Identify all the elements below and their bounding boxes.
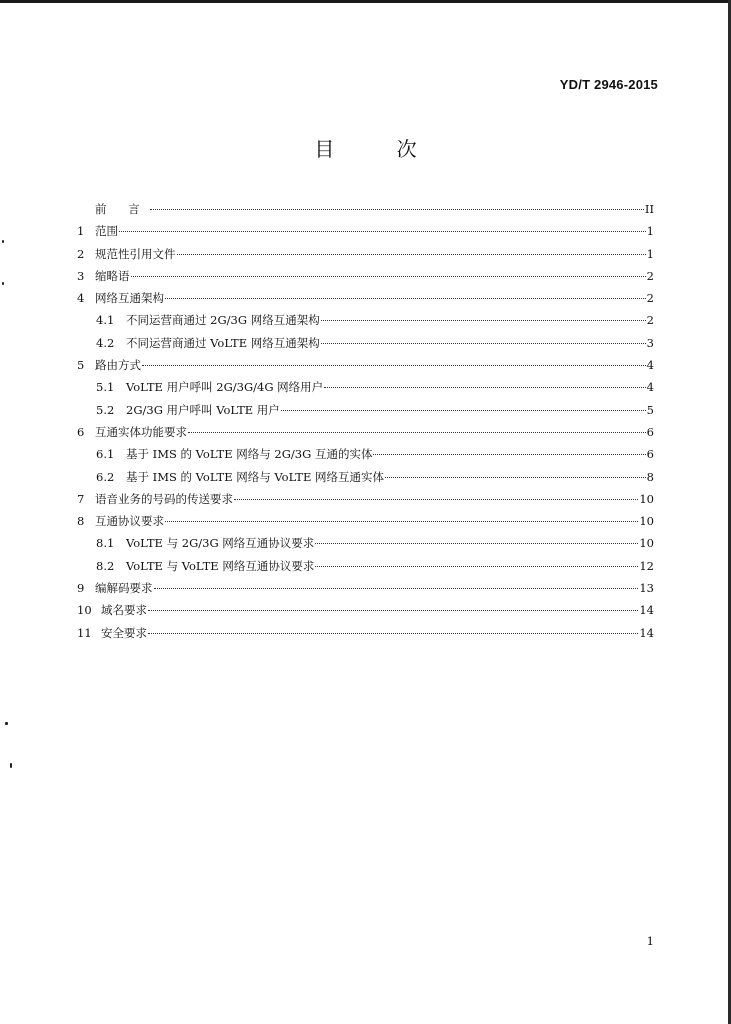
- toc-entry-label: 前 言: [95, 202, 149, 216]
- toc-entry[interactable]: [77, 532, 654, 554]
- toc-dot-leader: [321, 320, 646, 321]
- toc-entry-label: 互通协议要求: [95, 514, 164, 529]
- toc-entry-page: 10: [639, 491, 654, 506]
- toc-entry[interactable]: [77, 287, 654, 309]
- toc-dot-leader: [165, 521, 638, 522]
- toc-entry-number: 5.1: [96, 380, 115, 395]
- toc-entry-label: VoLTE 用户呼叫 2G/3G/4G 网络用户: [126, 380, 324, 395]
- toc-entry-label: 2G/3G 用户呼叫 VoLTE 用户: [126, 402, 280, 417]
- scan-edge-top: [0, 0, 731, 3]
- toc-dot-leader: [321, 343, 646, 344]
- toc-entry-label: 规范性引用文件: [95, 246, 176, 261]
- toc-entry-label: 不同运营商通过 VoLTE 网络互通架构: [126, 335, 320, 350]
- toc-dot-leader: [385, 477, 646, 478]
- toc-entry-page: II: [644, 202, 654, 216]
- toc-entry[interactable]: [77, 198, 654, 220]
- toc-entry-page: 2: [646, 268, 654, 283]
- toc-dot-leader: [131, 276, 646, 277]
- toc-entry-page: 2: [646, 313, 654, 328]
- toc-dot-leader: [281, 410, 646, 411]
- scan-speck: [10, 763, 12, 768]
- page-title: 目 次: [314, 137, 445, 161]
- toc-entry-label: 编解码要求: [95, 581, 153, 596]
- toc-entry-number: 9: [77, 581, 85, 596]
- toc-entry-number: 6.1: [96, 447, 115, 462]
- toc-dot-leader: [148, 610, 638, 611]
- toc-entry-number: 10: [77, 603, 92, 618]
- toc-entry-page: 13: [639, 581, 654, 596]
- toc-entry-page: 2: [646, 291, 654, 306]
- toc-dot-leader: [154, 588, 639, 589]
- toc-entry-label: 域名要求: [101, 603, 147, 618]
- toc-entry-label: 范围: [95, 224, 118, 239]
- toc-entry[interactable]: [77, 466, 654, 488]
- toc-entry[interactable]: [77, 510, 654, 532]
- toc-entry[interactable]: [77, 265, 654, 287]
- toc-entry-page: 10: [639, 514, 654, 529]
- toc-entry-number: 4: [77, 291, 85, 306]
- toc-entry-label: 基于 IMS 的 VoLTE 网络与 VoLTE 网络互通实体: [126, 469, 385, 484]
- toc-entry-number: 3: [77, 268, 85, 283]
- toc-entry[interactable]: [77, 488, 654, 510]
- toc-entry-label: 路由方式: [95, 358, 141, 373]
- toc-entry-page: 4: [646, 380, 654, 395]
- toc-entry[interactable]: [77, 309, 654, 331]
- toc-entry-number: 4.2: [96, 335, 115, 350]
- toc-entry-page: 6: [646, 447, 654, 462]
- toc-entry-label: 基于 IMS 的 VoLTE 网络与 2G/3G 互通的实体: [126, 447, 373, 462]
- toc-entry-page: 4: [646, 358, 654, 373]
- toc-entry[interactable]: [77, 622, 654, 644]
- toc-entry[interactable]: [77, 243, 654, 265]
- toc-dot-leader: [150, 209, 644, 210]
- toc-dot-leader: [142, 365, 646, 366]
- toc-entry[interactable]: [77, 399, 654, 421]
- toc-entry-number: 6.2: [96, 469, 115, 484]
- toc-entry[interactable]: [77, 555, 654, 577]
- toc-entry-number: 11: [77, 625, 92, 640]
- toc-entry-number: 8.1: [96, 536, 115, 551]
- toc-entry-page: 10: [639, 536, 654, 551]
- toc-entry[interactable]: [77, 443, 654, 465]
- toc-entry-label: VoLTE 与 VoLTE 网络互通协议要求: [126, 558, 315, 573]
- toc-entry-number: 2: [77, 246, 85, 261]
- toc-entry-label: 网络互通架构: [95, 291, 164, 306]
- scan-speck: [5, 722, 8, 725]
- toc-entry-number: 8.2: [96, 558, 115, 573]
- toc-dot-leader: [177, 254, 646, 255]
- toc-entry-page: 14: [639, 625, 654, 640]
- toc-dot-leader: [188, 432, 646, 433]
- toc-entry-label: VoLTE 与 2G/3G 网络互通协议要求: [126, 536, 315, 551]
- toc-entry-label: 不同运营商通过 2G/3G 网络互通架构: [126, 313, 320, 328]
- toc-dot-leader: [324, 387, 646, 388]
- toc-entry-label: 互通实体功能要求: [95, 424, 187, 439]
- table-of-contents: [77, 198, 654, 644]
- toc-dot-leader: [119, 231, 646, 232]
- toc-dot-leader: [315, 543, 638, 544]
- toc-entry-page: 1: [646, 246, 654, 261]
- toc-dot-leader: [373, 454, 645, 455]
- toc-entry-label: 缩略语: [95, 268, 130, 283]
- toc-entry-number: 7: [77, 491, 85, 506]
- toc-entry-page: 5: [646, 402, 654, 417]
- document-code: YD/T 2946-2015: [559, 77, 658, 92]
- toc-entry-page: 6: [646, 424, 654, 439]
- toc-entry-page: 1: [646, 224, 654, 239]
- toc-dot-leader: [165, 298, 646, 299]
- toc-entry-number: 8: [77, 514, 85, 529]
- toc-entry[interactable]: [77, 354, 654, 376]
- toc-entry[interactable]: [77, 332, 654, 354]
- toc-entry-number: 5: [77, 358, 85, 373]
- toc-entry-page: 8: [646, 469, 654, 484]
- toc-entry-page: 3: [646, 335, 654, 350]
- toc-entry-number: 4.1: [96, 313, 115, 328]
- toc-entry-number: 1: [77, 224, 85, 239]
- page-number: 1: [646, 934, 654, 948]
- toc-entry-number: 6: [77, 424, 85, 439]
- toc-dot-leader: [234, 499, 638, 500]
- toc-entry-page: 14: [639, 603, 654, 618]
- toc-entry[interactable]: [77, 577, 654, 599]
- toc-entry[interactable]: [77, 421, 654, 443]
- toc-entry[interactable]: [77, 376, 654, 398]
- toc-entry[interactable]: [77, 599, 654, 621]
- toc-entry-label: 语音业务的号码的传送要求: [95, 491, 233, 506]
- scan-speck: [2, 240, 4, 243]
- toc-entry-label: 安全要求: [101, 625, 147, 640]
- toc-entry-page: 12: [639, 558, 654, 573]
- scan-speck: [2, 282, 4, 285]
- toc-entry-number: 5.2: [96, 402, 115, 417]
- toc-entry[interactable]: [77, 220, 654, 242]
- toc-dot-leader: [148, 633, 638, 634]
- toc-dot-leader: [315, 566, 638, 567]
